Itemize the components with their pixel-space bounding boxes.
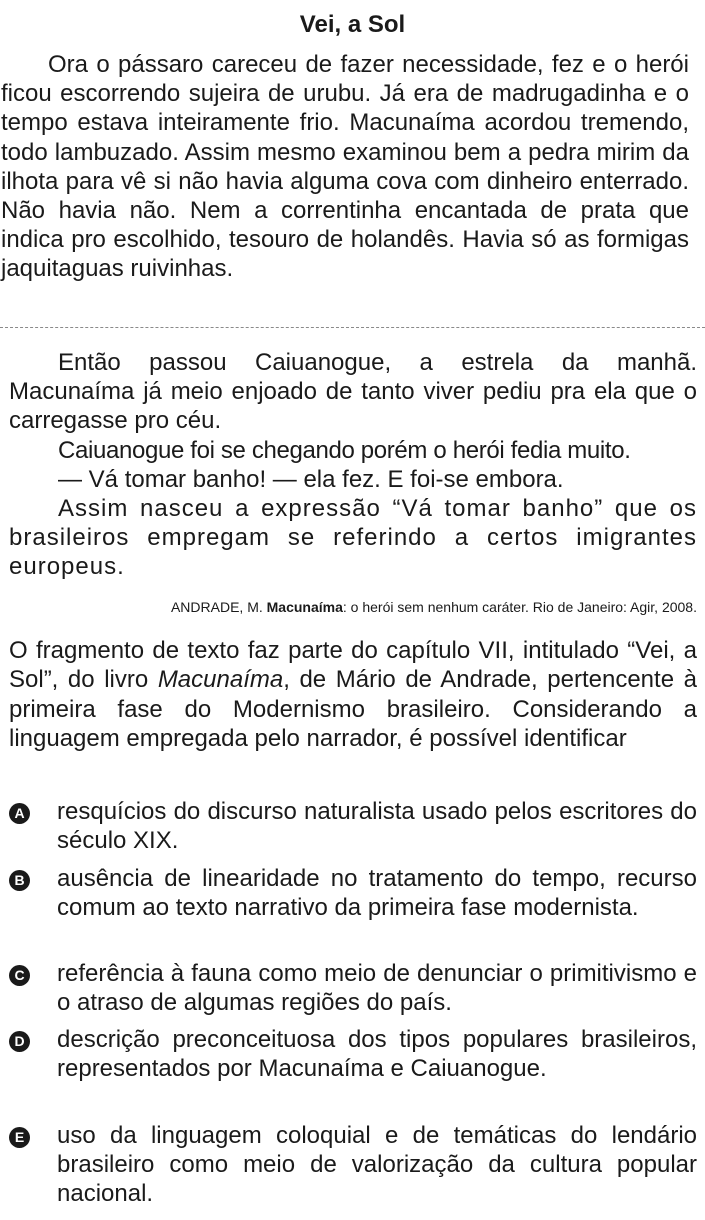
option-d-letter-badge: D [9, 1031, 30, 1052]
reference-details: : o herói sem nenhum caráter. Rio de Janeiro: Agir, 2008. [342, 599, 697, 615]
option-a-letter-badge: A [9, 803, 30, 824]
reference-book-title: Macunaíma [266, 599, 343, 615]
question-book-title: Macunaíma [157, 666, 284, 694]
section-divider [0, 327, 705, 328]
option-a-text: resquícios do discurso naturalista usado pelos escritores do século XIX. [57, 798, 697, 854]
option-b-text: ausência de linearidade no tratamento do tempo, recurso comum ao texto narrativo da primeira fase modernista. [57, 865, 697, 921]
question-text-part-2: , de Mário de Andrade, pertencente à primeira fase do Modernismo brasileiro. Considerando a linguagem empregada pelo narrador, é possível identificar [9, 666, 697, 752]
passage-paragraph-2: Então passou Caiuanogue, a estrela da manhã. Macunaíma já meio enjoado de tanto viver pediu pra ela que o carregasse pro céu. [9, 349, 697, 435]
passage-paragraph-4: — Vá tomar banho! — ela fez. E foi-se embora. [58, 466, 564, 493]
bibliographic-reference [0, 598, 697, 616]
passage-title: Vei, a Sol [299, 11, 406, 38]
passage-paragraph-3: Caiuanogue foi se chegando porém o herói fedia muito. [58, 437, 631, 464]
option-c-letter-badge: C [9, 965, 30, 986]
passage-paragraph-1-text: Ora o pássaro careceu de fazer necessidade, fez e o herói ficou escorrendo sujeira de urubu. Já era de madrugadinha e o tempo estava inteiramente frio. Macunaíma acordou tremendo, todo lambuzado. Assim mesmo examinou bem a pedra mirim da ilhota para vê si não havia alguma cova com dinheiro enterrado. Não havia não. Nem a correntinha encantada de prata que indica pro escolhido, tesouro de holandês. Havia só as formigas jaquitaguas ruivinhas. [1, 51, 689, 283]
reference-author: ANDRADE, M. [170, 599, 263, 615]
option-e-letter-badge: E [9, 1127, 30, 1148]
question-stem [9, 636, 697, 753]
option-d-text: descrição preconceituosa dos tipos populares brasileiros, representados por Macunaíma e Caiuanogue. [57, 1026, 697, 1082]
option-b-letter-badge: B [9, 870, 30, 891]
passage-paragraph-5: Assim nasceu a expressão “Vá tomar banho” que os brasileiros empregam se referindo a certos imigrantes europeus. [9, 495, 697, 581]
passage-paragraph-1 [1, 50, 689, 284]
option-c-text: referência à fauna como meio de denunciar o primitivismo e o atraso de algumas regiões do país. [57, 960, 697, 1016]
question-text-part-1: O fragmento de texto faz parte do capítulo VII, intitulado “Vei, a Sol”, do livro [9, 637, 697, 694]
option-e-text: uso da linguagem coloquial e de temáticas do lendário brasileiro como meio de valorização da cultura popular nacional. [57, 1122, 697, 1207]
